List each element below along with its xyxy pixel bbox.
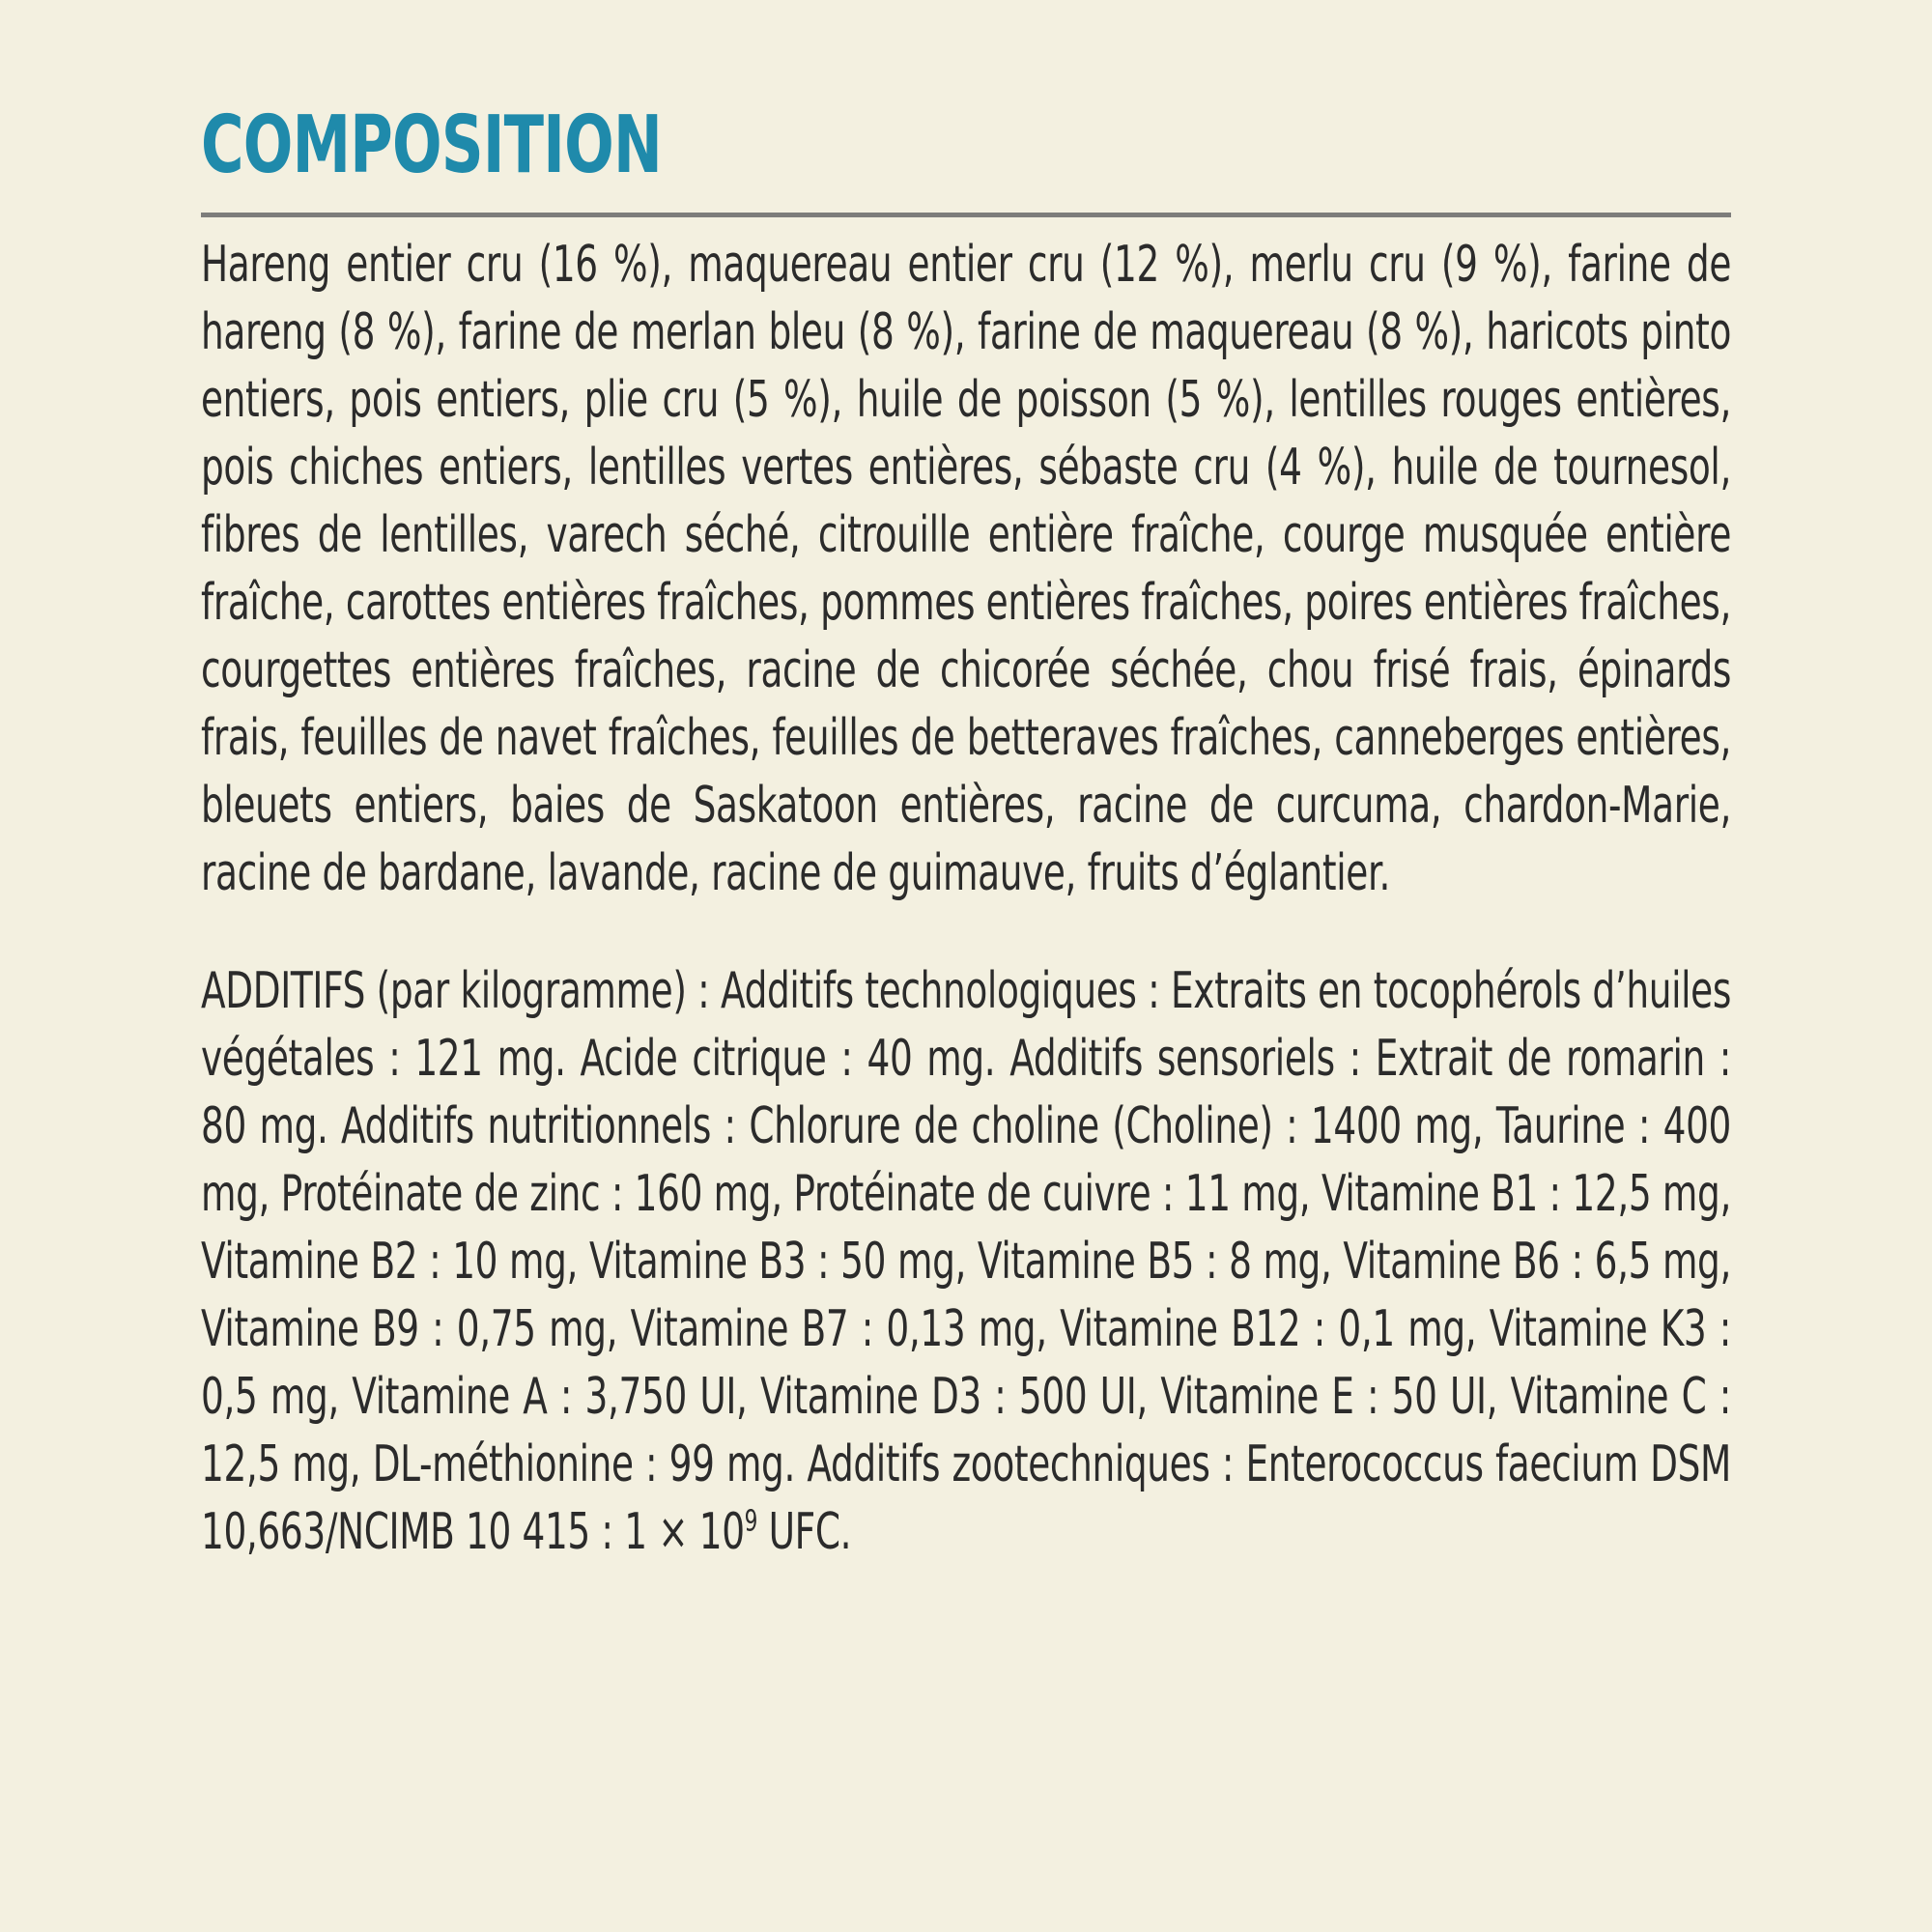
ingredients-text: Hareng entier cru (16 %), maquereau entier cru (12 %), merlu cru (9 %), farine de hareng (8 %), farine de merlan bleu (8 %), farine de maquereau (8 %), haricots pinto entiers, pois entiers, plie cru (5 %), huile de poisson (5 %), lentilles rouges entières, pois chiches entiers, lentilles vertes entières, sébaste cru (4 %), huile de tournesol, fibres de lentilles, varech séché, citrouille entière fraîche, courge musquée entière fraîche, carottes entières fraîches, pommes entières fraîches, poires entières fraîches, courgettes entières fraîches, racine de chicorée séchée, chou frisé frais, épinards frais, feuilles de navet fraîches, feuilles de betteraves fraîches, canneberges entières, bleuets entiers, baies de Saskatoon entières, racine de curcuma, chardon-Marie, racine de bardane, lavande, racine de guimauve, fruits d’églantier. xyxy=(201,236,1732,902)
additives-paragraph xyxy=(201,957,1731,1566)
section-title: COMPOSITION xyxy=(201,99,663,191)
additives-block xyxy=(201,957,1731,1566)
ingredients-block xyxy=(201,231,1731,907)
additives-exponent: 9 xyxy=(744,1504,758,1539)
composition-panel xyxy=(201,97,1731,1566)
additives-suffix: UFC. xyxy=(757,1503,852,1561)
additives-text: ADDITIFS (par kilogramme) : Additifs technologiques : Extraits en tocophérols d’huiles végétales : 121 mg. Acide citrique : 40 mg. Additifs sensoriels : Extrait de romarin : 80 mg. Additifs nutritionnels : Chlorure de choline (Choline) : 1400 mg, Taurine : 400 mg, Protéinate de zinc : 160 mg, Protéinate de cuivre : 11 mg, Vitamine B1 : 12,5 mg, Vitamine B2 : 10 mg, Vitamine B3 : 50 mg, Vitamine B5 : 8 mg, Vitamine B6 : 6,5 mg, Vitamine B9 : 0,75 mg, Vitamine B7 : 0,13 mg, Vitamine B12 : 0,1 mg, Vitamine K3 : 0,5 mg, Vitamine A : 3,750 UI, Vitamine D3 : 500 UI, Vitamine E : 50 UI, Vitamine C : 12,5 mg, DL-méthionine : 99 mg. Additifs zootechniques : Enterococcus faecium DSM 10,663/NCIMB 10 415 : 1 × 10 xyxy=(201,962,1732,1561)
title-divider xyxy=(201,213,1731,217)
